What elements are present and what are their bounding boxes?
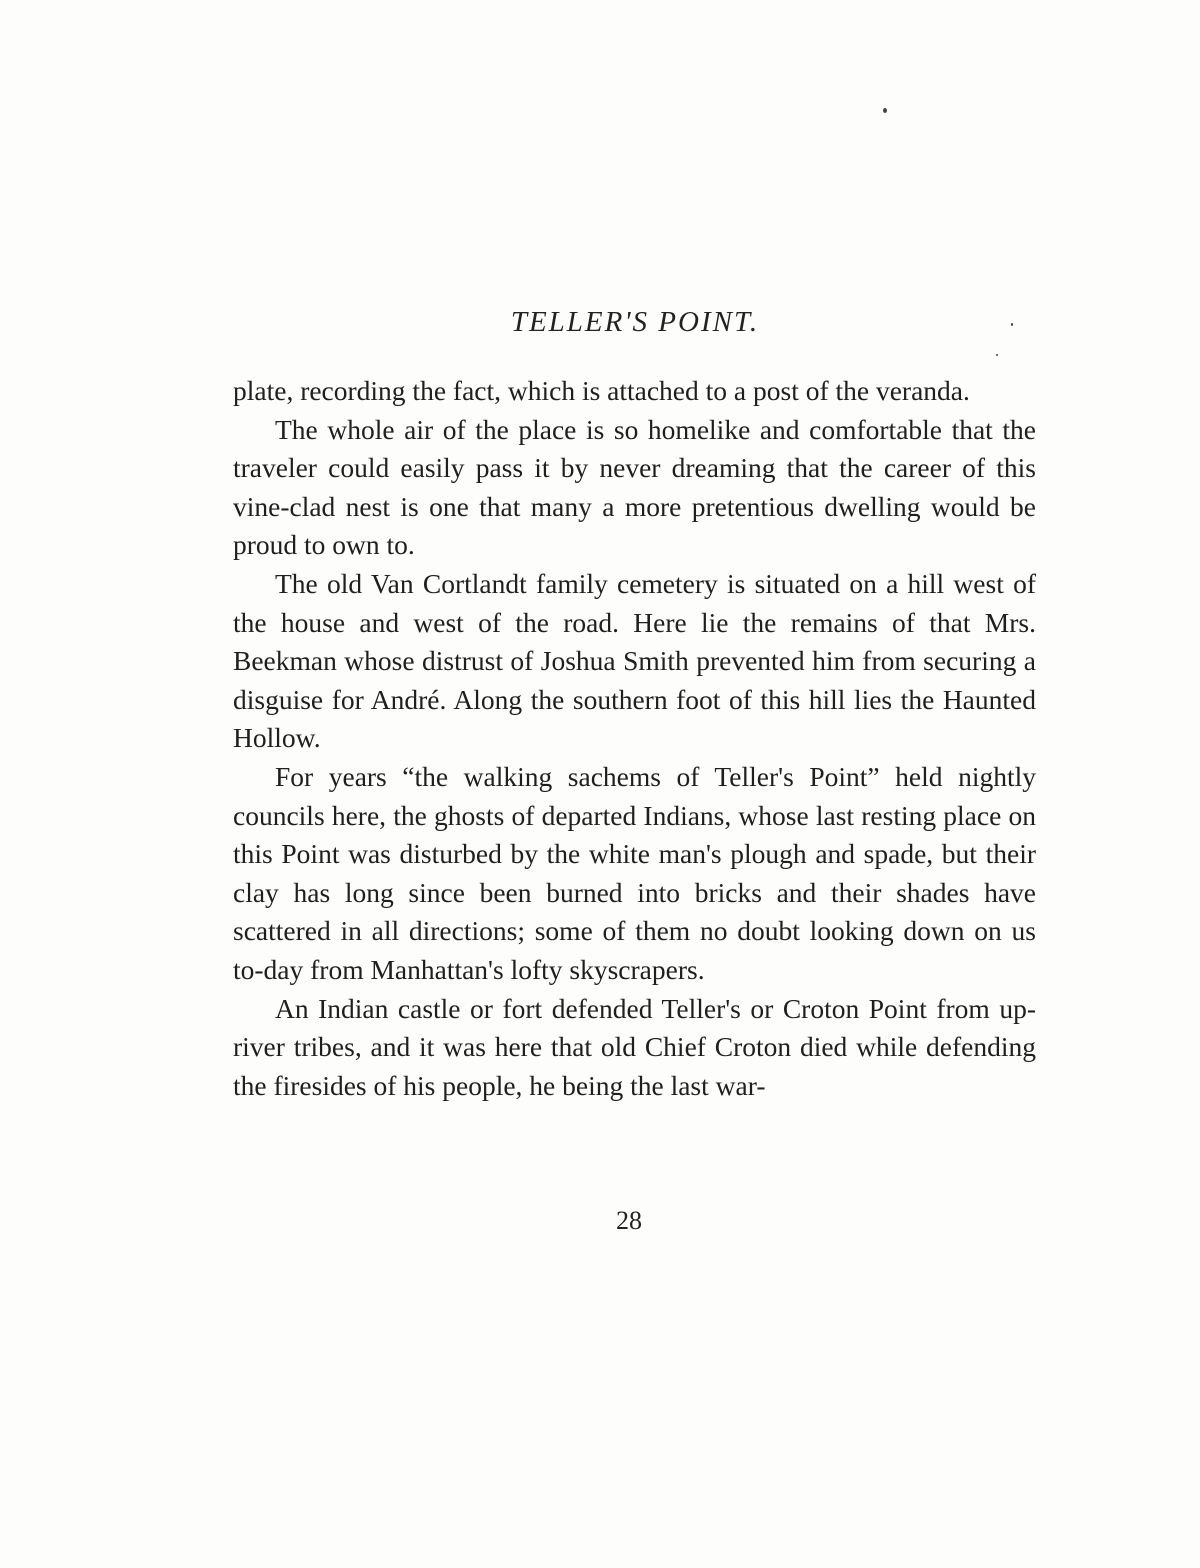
scan-speck <box>1011 323 1013 326</box>
running-head: TELLER'S POINT. <box>510 306 760 338</box>
body-text <box>233 372 1036 1105</box>
scan-speck <box>883 108 887 113</box>
paragraph-3: The old Van Cortlandt family cemetery is situated on a hill west of the house and west of the road. Here lie the remains of that Mrs. Beekman whose distrust of Joshua Smith prevented him from securing a disguise for André. Along the southern foot of this hill lies the Haunted Hollow. <box>233 567 1036 754</box>
paragraph-2: The whole air of the place is so homelike and comfortable that the traveler could easily pass it by never dreaming that the career of this vine-clad nest is one that many a more pretentious dwelling would be proud to own to. <box>233 413 1036 561</box>
scan-speck <box>996 354 998 356</box>
paragraph-5: An Indian castle or fort defended Teller's or Croton Point from up-river tribes, and it was here that old Chief Croton died while defending the firesides of his people, he being the last war- <box>233 992 1036 1101</box>
page-number: 28 <box>616 1206 642 1235</box>
paragraph-4: For years “the walking sachems of Teller's Point” held nightly councils here, the ghosts of departed Indians, whose last resting place on this Point was disturbed by the white man's plough and spade, but their clay has long since been burned into bricks and their shades have scattered in all directions; some of them no doubt looking down on us to-day from Manhattan's lofty skyscrapers. <box>233 760 1036 985</box>
paragraph-1: plate, recording the fact, which is attached to a post of the veranda. <box>233 375 970 406</box>
